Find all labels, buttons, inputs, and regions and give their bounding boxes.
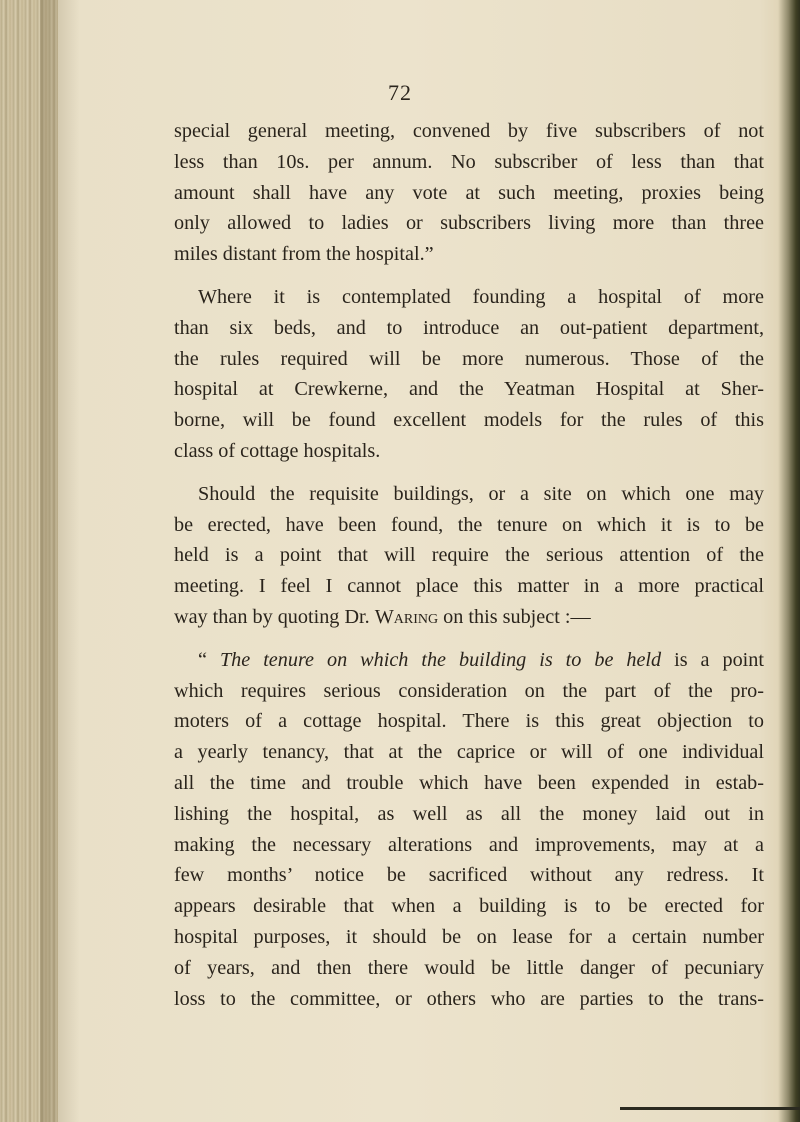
- text-line: all the time and trouble which have been expended in estab-: [174, 771, 764, 794]
- text-line: held is a point that will require the serious attention of the: [174, 544, 764, 567]
- text-line: Where it is contemplated founding a hospital of more: [198, 285, 764, 308]
- page-number: 72: [388, 80, 412, 105]
- paragraph: [174, 479, 764, 633]
- text-run: way than by quoting Dr.: [174, 605, 375, 628]
- text-line: few months’ notice be sacrificed without any redress. It: [174, 864, 764, 887]
- text-line: hospital purposes, it should be on lease for a certain number: [174, 925, 764, 948]
- text-line: amount shall have any vote at such meeting, proxies being: [174, 181, 764, 204]
- text-line: the rules required will be more numerous. Those of the: [174, 347, 764, 370]
- text-line: appears desirable that when a building is to be erected for: [174, 895, 764, 918]
- text-line: borne, will be found excellent models for the rules of this: [174, 409, 764, 432]
- text-line: only allowed to ladies or subscribers living more than three: [174, 212, 764, 235]
- text-run: on this subject :—: [438, 605, 591, 628]
- text-line: hospital at Crewkerne, and the Yeatman Hospital at Sher-: [174, 378, 764, 401]
- text-line: a yearly tenancy, that at the caprice or will of one individual: [174, 741, 764, 764]
- text-line: Should the requisite buildings, or a site on which one may: [198, 482, 764, 505]
- text-line: lishing the hospital, as well as all the money laid out in: [174, 802, 764, 825]
- gutter-shadow: [40, 0, 80, 1122]
- text-line: of years, and then there would be little danger of pecuniary: [174, 956, 764, 979]
- text-line: than six beds, and to introduce an out-patient department,: [174, 316, 764, 339]
- text-line: [174, 602, 764, 633]
- text-line: [174, 645, 764, 676]
- text-line: loss to the committee, or others who are parties to the trans-: [174, 987, 764, 1010]
- body-text: [174, 116, 764, 1014]
- text-line: less than 10s. per annum. No subscriber of less than that: [174, 150, 764, 173]
- quotation-paragraph: [174, 645, 764, 1015]
- text-run: is a point: [661, 648, 764, 671]
- text-line: which requires serious consideration on the part of the pro-: [174, 679, 764, 702]
- text-line: class of cottage hospitals.: [174, 439, 381, 462]
- author-name: Waring: [374, 605, 439, 628]
- text-line: moters of a cottage hospital. There is this great objection to: [174, 710, 764, 733]
- text-line: be erected, have been found, the tenure on which it is to be: [174, 513, 764, 536]
- text-line: miles distant from the hospital.”: [174, 243, 434, 266]
- italic-phrase: The tenure on which the building is to be held: [219, 648, 662, 671]
- text-line: meeting. I feel I cannot place this matter in a more practical: [174, 575, 764, 598]
- bottom-edge-rule: [620, 1107, 800, 1110]
- text-line: making the necessary alterations and improvements, may at a: [174, 833, 764, 856]
- open-quote: “: [198, 648, 220, 671]
- text-line: special general meeting, convened by five subscribers of not: [174, 120, 764, 142]
- paragraph: [174, 116, 764, 270]
- page-edge: [778, 0, 800, 1122]
- paragraph: [174, 282, 764, 467]
